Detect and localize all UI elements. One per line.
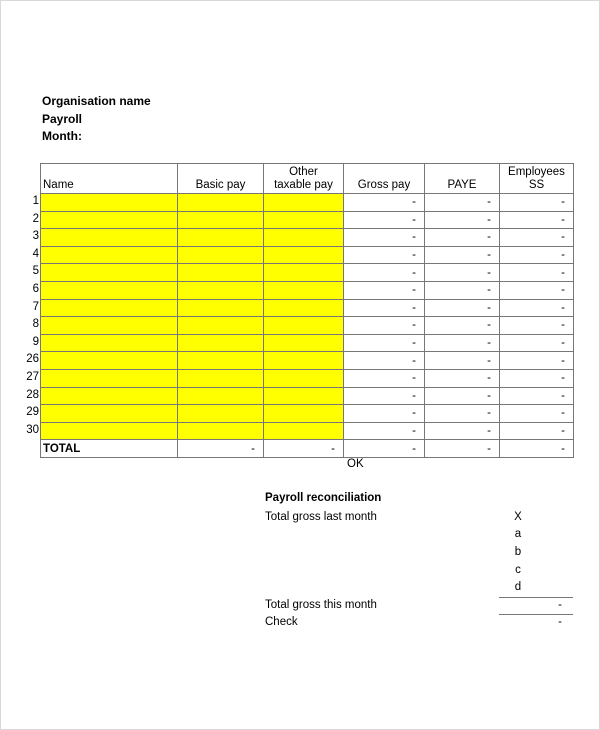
gross-pay-cell[interactable]: - [344, 246, 425, 264]
name-cell[interactable] [41, 317, 178, 335]
gross-pay-cell[interactable]: - [344, 211, 425, 229]
name-cell[interactable] [41, 194, 178, 212]
name-cell[interactable] [41, 229, 178, 247]
total-other-taxable-pay[interactable]: - [264, 440, 344, 458]
basic-pay-cell[interactable] [178, 369, 264, 387]
row-number: 8 [32, 318, 39, 331]
reconciliation-item[interactable]: c [515, 564, 521, 576]
table-row [41, 317, 574, 335]
total-employees-ss[interactable]: - [500, 440, 574, 458]
table-row [41, 422, 574, 440]
name-cell[interactable] [41, 422, 178, 440]
other-taxable-pay-cell[interactable] [264, 246, 344, 264]
other-taxable-pay-cell[interactable] [264, 229, 344, 247]
table-row [41, 211, 574, 229]
total-label: TOTAL [41, 440, 178, 458]
month-label: Month: [42, 129, 82, 143]
basic-pay-cell[interactable] [178, 299, 264, 317]
name-cell[interactable] [41, 352, 178, 370]
table-row [41, 334, 574, 352]
paye-cell[interactable]: - [425, 422, 500, 440]
paye-cell[interactable]: - [425, 317, 500, 335]
table-row [41, 264, 574, 282]
table-row [41, 281, 574, 299]
check-value[interactable]: - [558, 616, 562, 628]
table-row [41, 229, 574, 247]
reconciliation-title: Payroll reconciliation [265, 492, 382, 504]
other-taxable-pay-cell[interactable] [264, 317, 344, 335]
column-header-paye: PAYE [425, 164, 500, 194]
ok-check-text: OK [347, 458, 364, 470]
total-basic-pay[interactable]: - [178, 440, 264, 458]
paye-cell[interactable]: - [425, 246, 500, 264]
reconciliation-item[interactable]: b [514, 546, 522, 558]
reconciliation-item[interactable]: X [514, 511, 522, 523]
other-taxable-pay-cell[interactable] [264, 299, 344, 317]
gross-pay-cell[interactable]: - [344, 194, 425, 212]
other-taxable-pay-cell[interactable] [264, 334, 344, 352]
total-row [41, 440, 574, 458]
employees-ss-cell[interactable]: - [500, 317, 574, 335]
basic-pay-cell[interactable] [178, 246, 264, 264]
divider [499, 597, 573, 598]
row-number: 29 [26, 406, 39, 419]
row-number: 6 [32, 282, 39, 295]
employees-ss-cell[interactable]: - [500, 369, 574, 387]
row-number: 27 [26, 370, 39, 383]
row-number: 28 [26, 388, 39, 401]
paye-cell[interactable]: - [425, 229, 500, 247]
total-gross-this-month-value[interactable]: - [558, 599, 562, 611]
basic-pay-cell[interactable] [178, 264, 264, 282]
row-number: 30 [26, 423, 39, 436]
paye-cell[interactable]: - [425, 405, 500, 423]
gross-pay-cell[interactable]: - [344, 281, 425, 299]
other-taxable-pay-cell[interactable] [264, 422, 344, 440]
name-cell[interactable] [41, 299, 178, 317]
column-header-name: Name [41, 164, 178, 194]
other-taxable-pay-cell[interactable] [264, 369, 344, 387]
gross-pay-cell[interactable]: - [344, 369, 425, 387]
reconciliation-item[interactable]: a [514, 528, 522, 540]
gross-pay-cell[interactable]: - [344, 352, 425, 370]
check-label: Check [265, 616, 298, 628]
employees-ss-cell[interactable]: - [500, 422, 574, 440]
table-header-row [41, 164, 574, 194]
column-header-basic-pay: Basic pay [178, 164, 264, 194]
employees-ss-cell[interactable]: - [500, 334, 574, 352]
name-cell[interactable] [41, 264, 178, 282]
employees-ss-cell[interactable]: - [500, 264, 574, 282]
reconciliation-item[interactable]: d [514, 581, 522, 593]
divider [499, 614, 573, 615]
basic-pay-cell[interactable] [178, 281, 264, 299]
column-header-employees-ss: Employees SS [500, 164, 574, 194]
paye-cell[interactable]: - [425, 194, 500, 212]
table-row [41, 246, 574, 264]
organisation-name-label: Organisation name [42, 94, 151, 108]
employees-ss-cell[interactable]: - [500, 246, 574, 264]
row-number: 2 [32, 212, 39, 225]
paye-cell[interactable]: - [425, 352, 500, 370]
employees-ss-cell[interactable]: - [500, 352, 574, 370]
row-number: 26 [26, 353, 39, 366]
other-taxable-pay-cell[interactable] [264, 211, 344, 229]
basic-pay-cell[interactable] [178, 387, 264, 405]
name-cell[interactable] [41, 246, 178, 264]
payroll-table [40, 163, 574, 458]
table-row [41, 299, 574, 317]
basic-pay-cell[interactable] [178, 352, 264, 370]
payroll-label: Payroll [42, 112, 83, 126]
row-numbers [20, 193, 39, 439]
basic-pay-cell[interactable] [178, 229, 264, 247]
column-header-gross-pay: Gross pay [344, 164, 425, 194]
paye-cell[interactable]: - [425, 281, 500, 299]
gross-pay-cell[interactable]: - [344, 299, 425, 317]
basic-pay-cell[interactable] [178, 317, 264, 335]
gross-pay-cell[interactable]: - [344, 405, 425, 423]
row-number: 1 [32, 195, 39, 207]
paye-cell[interactable]: - [425, 264, 500, 282]
row-number: 4 [32, 247, 39, 260]
name-cell[interactable] [41, 281, 178, 299]
employees-ss-cell[interactable]: - [500, 194, 574, 212]
employees-ss-cell[interactable]: - [500, 387, 574, 405]
other-taxable-pay-cell[interactable] [264, 387, 344, 405]
employees-ss-cell[interactable]: - [500, 281, 574, 299]
row-number: 3 [32, 230, 39, 243]
other-taxable-pay-cell[interactable] [264, 194, 344, 212]
row-number: 5 [32, 265, 39, 278]
table-row [41, 387, 574, 405]
gross-pay-cell[interactable]: - [344, 229, 425, 247]
gross-pay-cell[interactable]: - [344, 422, 425, 440]
other-taxable-pay-cell[interactable] [264, 281, 344, 299]
total-gross-pay[interactable]: - [344, 440, 425, 458]
other-taxable-pay-cell[interactable] [264, 352, 344, 370]
other-taxable-pay-cell[interactable] [264, 405, 344, 423]
name-cell[interactable] [41, 211, 178, 229]
basic-pay-cell[interactable] [178, 211, 264, 229]
total-paye[interactable]: - [425, 440, 500, 458]
gross-pay-cell[interactable]: - [344, 334, 425, 352]
gross-pay-cell[interactable]: - [344, 387, 425, 405]
table-row [41, 405, 574, 423]
employees-ss-cell[interactable]: - [500, 299, 574, 317]
table-row [41, 352, 574, 370]
name-cell[interactable] [41, 405, 178, 423]
name-cell[interactable] [41, 387, 178, 405]
row-number: 9 [32, 335, 39, 348]
column-header-other-taxable-pay: Other taxable pay [264, 164, 344, 194]
gross-pay-cell[interactable]: - [344, 317, 425, 335]
basic-pay-cell[interactable] [178, 334, 264, 352]
employees-ss-cell[interactable]: - [500, 405, 574, 423]
paye-cell[interactable]: - [425, 387, 500, 405]
table-row [41, 369, 574, 387]
gross-pay-cell[interactable]: - [344, 264, 425, 282]
other-taxable-pay-cell[interactable] [264, 264, 344, 282]
row-number: 7 [32, 300, 39, 313]
employees-ss-cell[interactable]: - [500, 211, 574, 229]
table-row [41, 194, 574, 212]
paye-cell[interactable]: - [425, 211, 500, 229]
name-cell[interactable] [41, 369, 178, 387]
paye-cell[interactable]: - [425, 299, 500, 317]
paye-cell[interactable]: - [425, 369, 500, 387]
paye-cell[interactable]: - [425, 334, 500, 352]
basic-pay-cell[interactable] [178, 422, 264, 440]
name-cell[interactable] [41, 334, 178, 352]
basic-pay-cell[interactable] [178, 194, 264, 212]
total-gross-this-month-label: Total gross this month [265, 599, 377, 611]
employees-ss-cell[interactable]: - [500, 229, 574, 247]
basic-pay-cell[interactable] [178, 405, 264, 423]
total-gross-last-month-label: Total gross last month [265, 511, 377, 523]
